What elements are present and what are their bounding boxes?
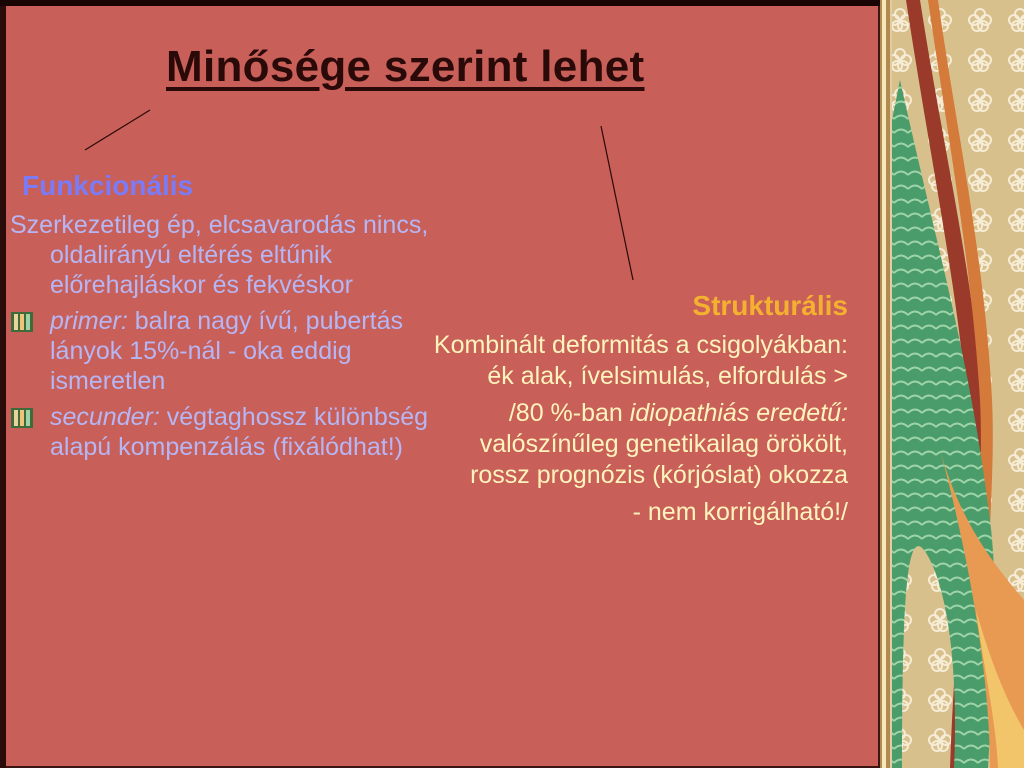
left-heading: Funkcionális [22, 170, 194, 201]
bullet-icon [11, 408, 33, 428]
right-term: idiopathiás eredetű: [629, 399, 848, 427]
bullet-term: secunder: [50, 403, 160, 431]
right-text: /80 %-ban [508, 399, 630, 427]
bullet-icon [11, 312, 33, 332]
bullet-text: balra nagy ívű, pubertás lányok 15%-nál - oka eddig ismeretlen [50, 307, 403, 395]
right-heading: Strukturális [692, 290, 848, 321]
bullet-text: végtaghossz különbség alapú kompenzálás (fixálódhat!) [50, 403, 429, 461]
right-text: valószínűleg genetikailag örökölt, rossz prognózis (kórjóslat) okozza [470, 430, 848, 489]
right-column-structural [430, 288, 848, 534]
bullet-item-primer [10, 306, 450, 396]
left-intro: Szerkezetileg ép, elcsavarodás nincs, oldalirányú eltérés eltűnik előrehajláskor és fekvéskor [10, 211, 429, 299]
right-paragraph-not-correctable: - nem korrigálható!/ [632, 498, 848, 526]
left-column-functional [10, 168, 450, 462]
bullet-item-secunder [10, 402, 450, 462]
bullet-term: primer: [50, 307, 128, 335]
right-paragraph-idiopathic [430, 398, 848, 491]
decorative-border [880, 0, 1024, 768]
slide-title: Minősége szerint lehet [166, 42, 645, 91]
right-paragraph-deformity: Kombinált deformitás a csigolyákban: ék alak, ívelsimulás, elfordulás > [433, 331, 848, 390]
